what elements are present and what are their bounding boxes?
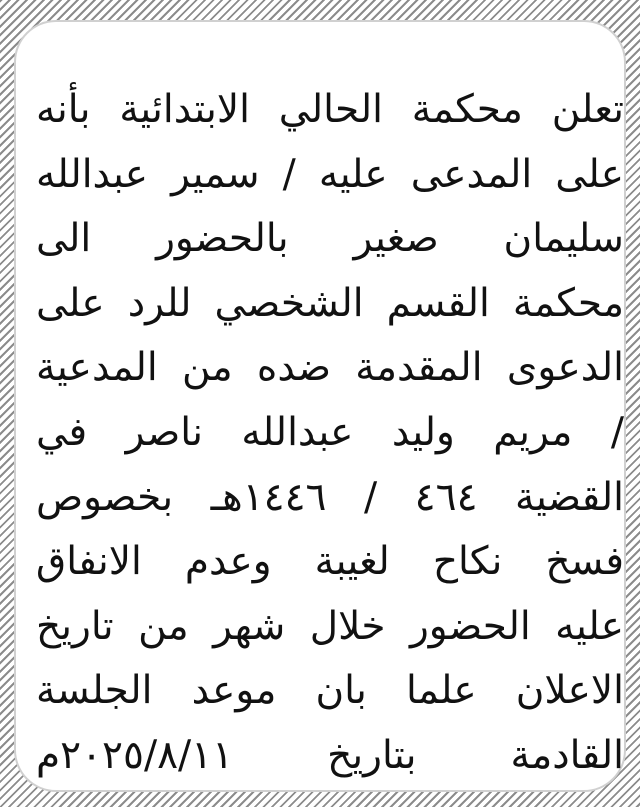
notice-line-7: القضية ٤٦٤ / ١٤٤٦هـ بخصوص [36,474,624,520]
notice-line-5: الدعوى المقدمة ضده من المدعية [36,345,624,391]
notice-line-2: على المدعى عليه / سمير عبدالله [36,151,624,197]
notice-line-11: القادمة بتاريخ ٢٠٢٥/٨/١١م [36,732,624,778]
notice-line-3: سليمان صغير بالحضور الى [36,216,624,262]
notice-line-6: / مريم وليد عبدالله ناصر في [36,409,624,455]
notice-line-1: تعلن محكمة الحالي الابتدائية بأنه [36,87,624,132]
notice-line-4: محكمة القسم الشخصي للرد على [36,280,624,326]
notice-line-10: الاعلان علما بان موعد الجلسة [36,668,624,714]
notice-text [36,78,624,789]
notice-line-8: فسخ نكاح لغيبة وعدم الانفاق [36,539,624,585]
notice-card [16,22,624,790]
notice-line-9: عليه الحضور خلال شهر من تاريخ [36,603,624,649]
